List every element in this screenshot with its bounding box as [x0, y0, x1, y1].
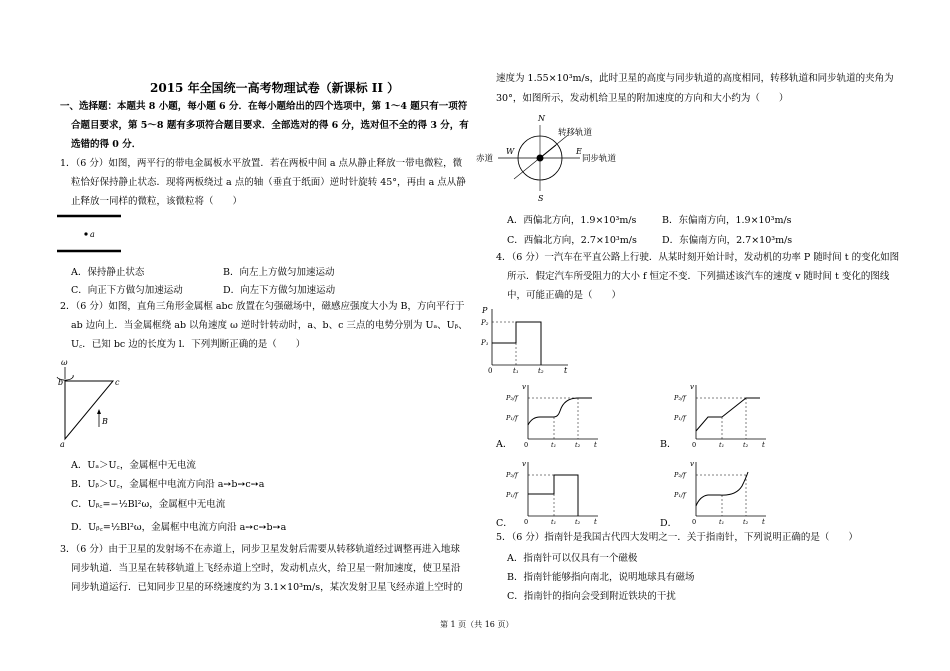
triangle-abc [65, 381, 113, 439]
t2-label: t₂ [743, 518, 749, 526]
east-label: E [576, 147, 582, 156]
p-axis-label: P [482, 306, 488, 315]
p2-label: P₂ [481, 319, 489, 327]
q4-option-b-letter: B． [660, 439, 677, 450]
vertex-c-label: c [115, 378, 120, 387]
q3-option-b: B．东偏南方向，1.9×10³m/s [662, 215, 792, 226]
curve-b [696, 398, 760, 431]
q4-option-d-letter: D． [660, 518, 678, 529]
transfer-orbit-label: 转移轨道 [558, 128, 593, 138]
transfer-velocity-arrow [540, 145, 556, 158]
q1-option-c: C．向正下方做匀加速运动 [71, 285, 183, 296]
t1-label: t₁ [551, 518, 557, 526]
field-arrowhead-icon [97, 409, 101, 414]
south-label: S [538, 194, 544, 203]
graph-d [674, 458, 774, 526]
v-axis-label: v [522, 383, 526, 391]
t-axis-label: t [762, 441, 765, 449]
q2-line-3: U꜀．已知 bc 边的长度为 l．下列判断正确的是（ ） [71, 339, 306, 350]
t2-label: t₂ [743, 441, 749, 449]
q4-line-1: 4．（6 分）一汽车在平直公路上行驶．从某时刻开始计时，发动机的功率 P 随时间 t 的变化如图 [496, 252, 900, 263]
sync-orbit-label: 同步轨道 [582, 154, 617, 164]
v-axis-label: v [522, 460, 526, 468]
q2-option-b: B．Uᵦ＞U꜀，金属框中电流方向沿 a➙b➙c➙a [71, 479, 265, 490]
q3-option-a: A．西偏北方向，1.9×10³m/s [507, 215, 637, 226]
origin-label: 0 [692, 518, 697, 526]
t1-label: t₁ [551, 441, 557, 449]
q1-option-a: A．保持静止状态 [71, 267, 145, 278]
graph-b [674, 381, 774, 449]
q4-option-a-letter: A． [496, 439, 513, 450]
power-time-graph [478, 303, 578, 373]
curve-a [528, 398, 592, 425]
t-axis-label: t [594, 441, 597, 449]
v-axis-label: v [690, 460, 694, 468]
t-axis-label: t [762, 518, 765, 526]
q1-option-b: B．向左上方做匀加速运动 [223, 267, 335, 278]
t-axis-label: t [594, 518, 597, 526]
t2-label: t₂ [538, 367, 544, 373]
q4-line-2: 所示．假定汽车所受阻力的大小 f 恒定不变．下列描述该汽车的速度 v 随时间 t 变化的图线 [507, 271, 890, 282]
q3-option-c: C．西偏北方向，2.7×10³m/s [507, 235, 637, 246]
graph-c [506, 458, 606, 526]
q1-figure [55, 212, 125, 257]
p2f-label: P₂/f [506, 471, 518, 479]
p1f-label: P₁/f [506, 414, 518, 422]
page-footer: 第 1 页（共 16 页） [440, 620, 514, 629]
point-a [84, 232, 87, 235]
power-curve [492, 322, 541, 365]
section-header-line-2: 合题目要求，第 5～8 题有多项符合题目要求．全部选对的得 6 分，选对但不全的得 3 分，有 [71, 120, 469, 131]
t2-label: t₂ [575, 518, 581, 526]
section-header-line-3: 选错的得 0 分． [71, 139, 142, 150]
q5-line-1: 5．（6 分）指南针是我国古代四大发明之一．关于指南针，下列说明正确的是（ ） [496, 532, 858, 543]
v-axis-label: v [690, 383, 694, 391]
origin-label: 0 [524, 518, 529, 526]
origin-label: 0 [488, 367, 493, 373]
page-title: 2015 年全国统一高考物理试卷（新课标 II ） [150, 81, 400, 95]
q1-line-2: 粒恰好保持静止状态．现将两板绕过 a 点的轴（垂直于纸面）逆时针旋转 45°，再由 a 点从静 [71, 177, 466, 188]
p2f-label: P₂/f [506, 394, 518, 402]
p1f-label: P₁/f [674, 414, 686, 422]
q3-line-5: 30°，如图所示，发动机给卫星的附加速度的方向和大小约为（ ） [496, 93, 789, 104]
q3-option-d: D．东偏南方向，2.7×10³m/s [662, 235, 793, 246]
q4-line-3: 中，可能正确的是（ ） [507, 290, 622, 301]
p1f-label: P₁/f [506, 491, 518, 499]
vertex-b-label: b [58, 378, 64, 387]
q4-option-c-letter: C． [496, 518, 513, 529]
q3-line-2: 同步轨道．当卫星在转移轨道上飞经赤道上空时，发动机点火，给卫星一附加速度，使卫星沿 [71, 563, 461, 574]
q5-option-c: C．指南针的指向会受到附近铁块的干扰 [507, 591, 676, 602]
point-a-label: a [90, 230, 95, 239]
q3-line-3: 同步轨道运行．已知同步卫星的环绕速度约为 3.1×10³m/s，某次发射卫星飞经赤道上空时的 [71, 582, 463, 593]
t1-label: t₁ [719, 518, 725, 526]
origin-label: 0 [692, 441, 697, 449]
q2-figure [55, 355, 130, 450]
q2-option-c: C．Uᵦ꜀=−½Bl²ω，金属框中无电流 [71, 499, 226, 510]
t2-label: t₂ [575, 441, 581, 449]
t1-label: t₁ [719, 441, 725, 449]
west-label: W [506, 147, 515, 156]
q2-option-a: A．Uₐ＞U꜀，金属框中无电流 [71, 460, 196, 471]
graph-a [506, 381, 606, 449]
equator-label: 赤道 [476, 154, 494, 164]
p2f-label: P₂/f [674, 471, 686, 479]
p2f-label: P₂/f [674, 394, 686, 402]
q3-line-1: 3．（6 分）由于卫星的发射场不在赤道上，同步卫星发射后需要从转移轨道经过调整再进入地球 [60, 544, 460, 555]
p1-label: P₁ [481, 339, 489, 347]
t1-label: t₁ [513, 367, 519, 373]
q2-option-d: D．Uᵦ꜀=½Bl²ω，金属框中电流方向沿 a➙c➙b➙a [71, 522, 287, 533]
q2-line-2: ab 边向上．当金属框绕 ab 以角速度 ω 逆时针转动时，a、b、c 三点的电势分别为 Uₐ、Uᵦ、 [71, 320, 468, 331]
vertex-a-label: a [60, 440, 65, 449]
q5-option-a: A．指南针可以仅具有一个磁极 [507, 553, 638, 564]
q1-line-1: 1．（6 分）如图，两平行的带电金属板水平放置．若在两板中间 a 点从静止释放一带电微粒，微 [60, 158, 463, 169]
q2-line-1: 2．（6 分）如图，直角三角形金属框 abc 放置在匀强磁场中，磁感应强度大小为 B，方向平行于 [60, 301, 465, 312]
p1f-label: P₁/f [674, 491, 686, 499]
q5-option-b: B．指南针能够指向南北，说明地球具有磁场 [507, 572, 695, 583]
t-axis-label: t [564, 366, 568, 373]
q1-line-3: 止释放一同样的微粒，该微粒将（ ） [71, 196, 243, 207]
omega-label: ω [61, 358, 68, 367]
north-label: N [538, 114, 545, 123]
section-header-line-1: 一、选择题：本题共 8 小题，每小题 6 分．在每小题给出的四个选项中，第 1～4 题只有一项符 [60, 101, 468, 112]
curve-c [528, 475, 578, 516]
q1-option-d: D．向左下方做匀加速运动 [223, 285, 336, 296]
q3-figure [476, 111, 626, 203]
origin-label: 0 [524, 441, 529, 449]
q3-line-4: 速度为 1.55×10³m/s，此时卫星的高度与同步轨道的高度相同，转移轨道和同步轨道的夹角为 [496, 73, 894, 84]
field-B-label: B [102, 417, 108, 426]
